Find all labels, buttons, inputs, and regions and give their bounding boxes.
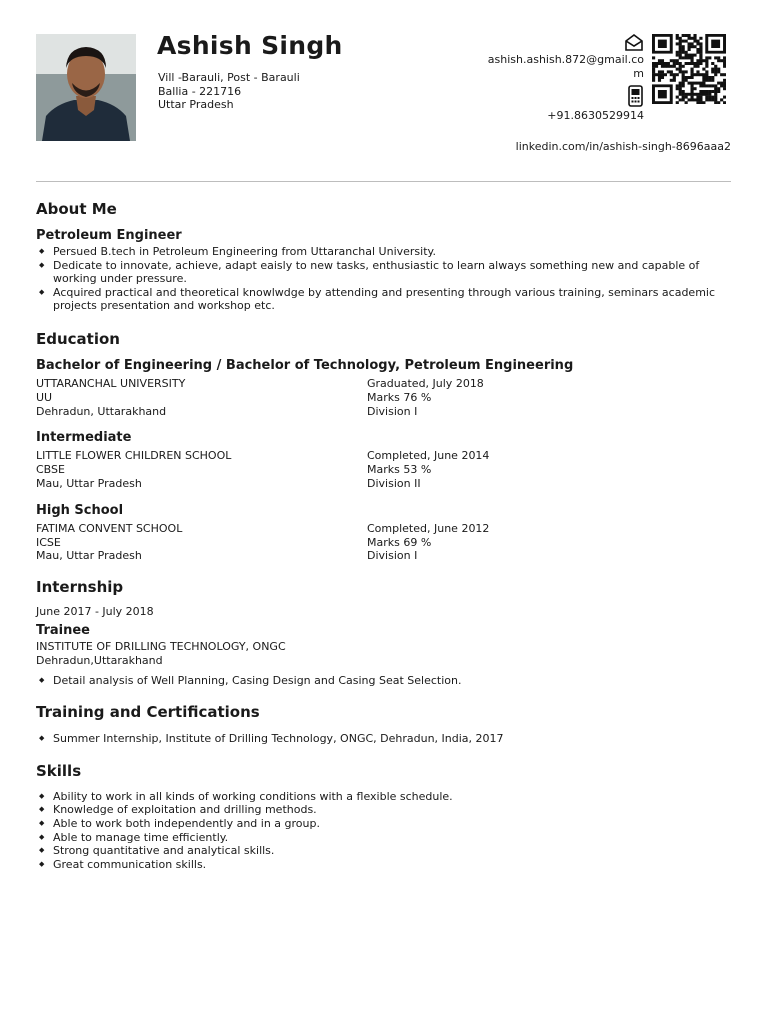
list-item: ◆ Dedicate to innovate, achieve, adapt eaisly to new tasks, enthusiastic to learn always something new and capable of working under pressure. [36, 259, 732, 286]
section-heading-about: About Me [36, 200, 117, 218]
mail-icon [624, 34, 644, 55]
address-line: Uttar Pradesh [158, 98, 234, 111]
education-title: Bachelor of Engineering / Bachelor of Technology, Petroleum Engineering [36, 357, 574, 373]
education-status: Completed, June 2012 [367, 521, 490, 535]
education-marks: Marks 69 % [367, 535, 432, 549]
education-board: CBSE [36, 463, 65, 477]
education-entry [36, 377, 732, 418]
section-heading-education: Education [36, 329, 120, 348]
address-line: Vill -Barauli, Post - Barauli [158, 71, 300, 84]
section-heading-skills: Skills [36, 761, 82, 780]
education-location: Dehradun, Uttarakhand [36, 404, 167, 418]
education-status: Graduated, July 2018 [367, 376, 484, 390]
qr-code [652, 34, 726, 104]
training-list [36, 732, 732, 746]
list-item: ◆ Great communication skills. [36, 858, 732, 872]
internship-organization: INSTITUTE OF DRILLING TECHNOLOGY, ONGC [36, 639, 286, 653]
resume-body [36, 199, 732, 871]
education-entry [36, 449, 732, 490]
list-item: ◆ Ability to work in all kinds of working conditions with a flexible schedule. [36, 790, 732, 804]
internship-role: Trainee [36, 622, 90, 638]
education-division: Division I [367, 549, 418, 563]
education-entry [36, 522, 732, 563]
education-board: UU [36, 390, 53, 404]
list-item: ◆ Detail analysis of Well Planning, Casing Design and Casing Seat Selection. [36, 674, 732, 688]
candidate-name: Ashish Singh [157, 31, 343, 60]
address-block [158, 71, 300, 112]
list-item: ◆ Summer Internship, Institute of Drilling Technology, ONGC, Dehradun, India, 2017 [36, 732, 732, 746]
education-institution: FATIMA CONVENT SCHOOL [36, 521, 183, 535]
list-item: ◆ Able to manage time efficiently. [36, 831, 732, 845]
linkedin-link[interactable]: linkedin.com/in/ashish-singh-8696aaa2 [515, 140, 731, 153]
phone-icon [628, 85, 643, 111]
education-status: Completed, June 2014 [367, 449, 490, 463]
education-location: Mau, Uttar Pradesh [36, 549, 142, 563]
phone-number[interactable]: +91.8630529914 [547, 109, 644, 122]
list-item: ◆ Persued B.tech in Petroleum Engineering from Uttaranchal University. [36, 245, 732, 259]
education-division: Division II [367, 476, 421, 490]
education-institution: LITTLE FLOWER CHILDREN SCHOOL [36, 449, 232, 463]
internship-list [36, 674, 732, 688]
profile-photo [36, 34, 136, 141]
education-institution: UTTARANCHAL UNIVERSITY [36, 376, 186, 390]
list-item: ◆ Strong quantitative and analytical skills. [36, 844, 732, 858]
address-line: Ballia - 221716 [158, 84, 242, 98]
section-heading-training: Training and Certifications [36, 703, 260, 722]
header-divider [36, 181, 731, 182]
internship-dates: June 2017 - July 2018 [36, 605, 154, 619]
list-item: ◆ Able to work both independently and in a group. [36, 817, 732, 831]
education-board: ICSE [36, 535, 61, 549]
education-division: Division I [367, 404, 418, 418]
about-role: Petroleum Engineer [36, 228, 182, 243]
list-item: ◆ Knowledge of exploitation and drilling methods. [36, 803, 732, 817]
education-title: High School [36, 502, 124, 518]
list-item: ◆ Acquired practical and theoretical knowlwdge by attending and presenting through various training, seminars academic projects presentation and workshop etc. [36, 286, 732, 313]
internship-location: Dehradun,Uttarakhand [36, 653, 163, 667]
about-list [36, 245, 732, 313]
skills-list [36, 790, 732, 872]
education-title: Intermediate [36, 430, 132, 446]
email-link[interactable]: ashish.ashish.872@gmail.com [487, 53, 644, 80]
section-heading-internship: Internship [36, 578, 124, 597]
education-marks: Marks 53 % [367, 463, 432, 477]
education-marks: Marks 76 % [367, 390, 432, 404]
education-location: Mau, Uttar Pradesh [36, 476, 142, 490]
